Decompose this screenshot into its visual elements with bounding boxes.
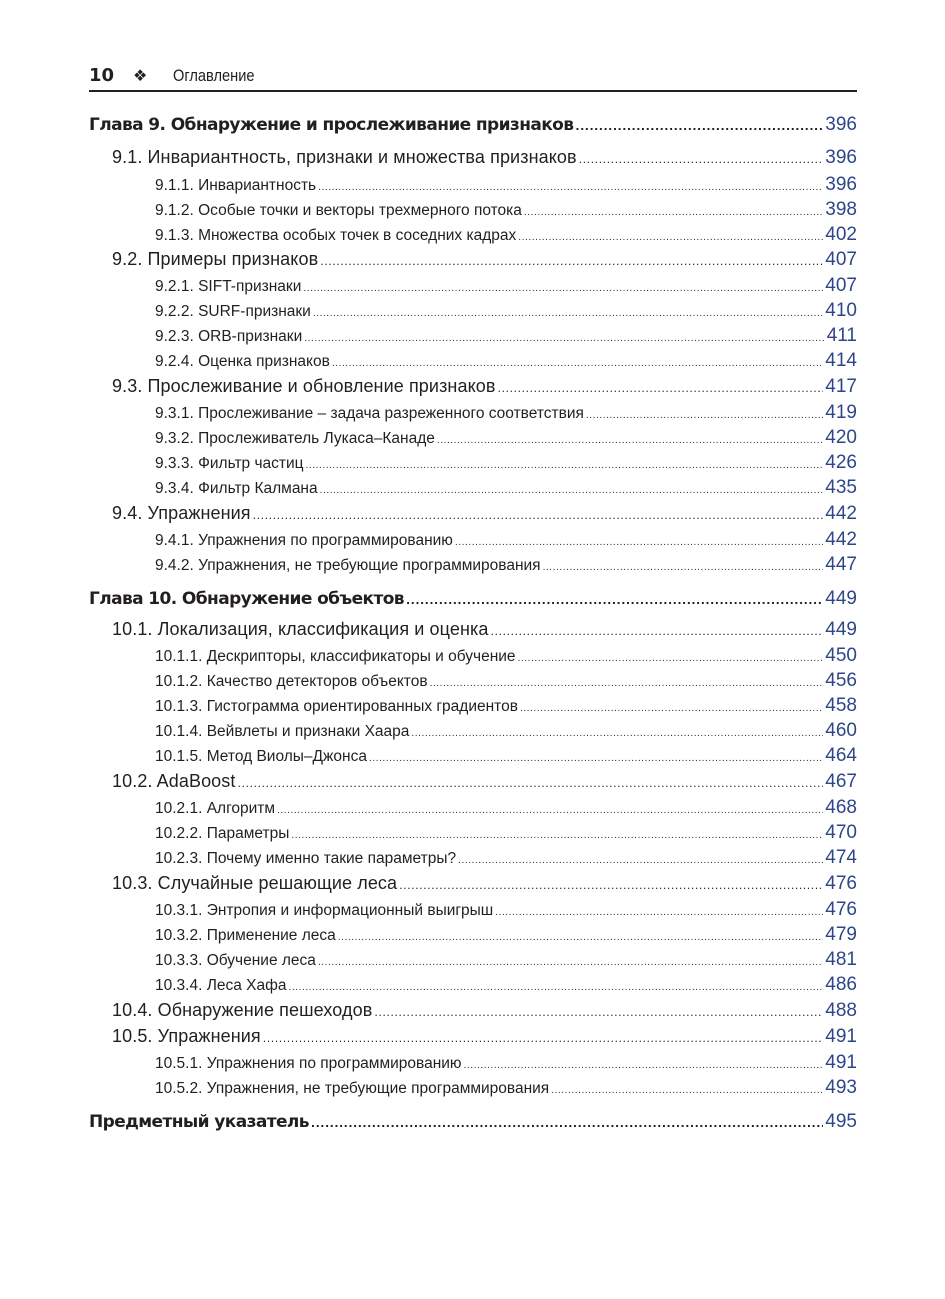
toc-page-link[interactable]: 486 — [825, 974, 857, 995]
toc-page-link[interactable]: 407 — [825, 249, 857, 270]
toc-entry-title: 9.1. Инвариантность, признаки и множества признаков — [112, 147, 577, 167]
toc-entry-chapter[interactable] — [89, 1111, 857, 1133]
toc-entry-section[interactable] — [89, 503, 857, 525]
dot-leader — [253, 509, 824, 522]
toc-entry-subsection[interactable] — [89, 174, 857, 196]
toc-entry-title: 10.1.1. Дескрипторы, классификаторы и обучение — [155, 648, 516, 665]
toc-entry-title: 9.3.2. Прослеживатель Лукаса–Канаде — [155, 430, 435, 447]
toc-entry-title: 9.2.2. SURF-признаки — [155, 303, 311, 320]
toc-page-link[interactable]: 493 — [825, 1077, 857, 1098]
toc-entry-subsection[interactable] — [89, 847, 857, 869]
dot-leader — [464, 1061, 824, 1071]
dot-leader — [430, 679, 824, 689]
dot-leader — [318, 958, 823, 968]
toc-entry-title: 9.2.3. ORB-признаки — [155, 328, 303, 345]
toc-entry-subsection[interactable] — [89, 402, 857, 424]
dot-leader — [406, 594, 823, 607]
running-header — [89, 64, 857, 92]
dot-leader — [411, 729, 823, 739]
toc-entry-subsection[interactable] — [89, 695, 857, 717]
toc-page-link[interactable]: 447 — [825, 554, 857, 575]
toc-entry-subsection[interactable] — [89, 797, 857, 819]
toc-entry-title: 10.1.2. Качество детекторов объектов — [155, 673, 428, 690]
toc-entry-subsection[interactable] — [89, 1052, 857, 1074]
toc-page-link[interactable]: 450 — [825, 645, 857, 666]
toc-page-link[interactable]: 495 — [825, 1111, 857, 1132]
toc-entry-title: 10.5. Упражнения — [112, 1026, 261, 1046]
dot-leader — [543, 563, 824, 573]
toc-entry-title: 9.3.3. Фильтр частиц — [155, 455, 304, 472]
toc-entry-section[interactable] — [89, 1000, 857, 1022]
toc-entry-title: 9.4.2. Упражнения, не требующие программирования — [155, 557, 541, 574]
toc-page-link[interactable]: 398 — [825, 199, 857, 220]
toc-entry-subsection[interactable] — [89, 427, 857, 449]
dot-leader — [524, 208, 823, 218]
toc-entry-title: 10.3.1. Энтропия и информационный выигрыш — [155, 902, 494, 919]
dot-leader — [455, 538, 823, 548]
toc-entry-title: 9.2.1. SIFT-признаки — [155, 278, 302, 295]
dot-leader — [399, 879, 823, 892]
toc-entry-title: 9.3.1. Прослеживание – задача разреженного соответствия — [155, 405, 584, 422]
page-number: 10 — [89, 65, 115, 86]
toc-entry-title: 10.2. AdaBoost — [112, 771, 236, 791]
toc-entry-title: 9.3.4. Фильтр Калмана — [155, 480, 318, 497]
toc-page-link[interactable]: 468 — [825, 797, 857, 818]
ornament-icon: ❖ — [133, 66, 148, 85]
toc-entry-section[interactable] — [89, 376, 857, 398]
toc-entry-subsection[interactable] — [89, 720, 857, 742]
dot-leader — [518, 654, 824, 664]
toc-entry-section[interactable] — [89, 619, 857, 641]
toc-entry-section[interactable] — [89, 771, 857, 793]
toc-entry-title: 10.2.3. Почему именно такие параметры? — [155, 850, 457, 867]
dot-leader — [263, 1032, 824, 1045]
toc-entry-title: 9.1.1. Инвариантность — [155, 177, 317, 194]
dot-leader — [498, 382, 824, 395]
toc-page-link[interactable]: 410 — [825, 300, 857, 321]
dot-leader — [291, 831, 823, 841]
toc-page-link[interactable]: 407 — [825, 275, 857, 296]
dot-leader — [320, 486, 824, 496]
dot-leader — [304, 334, 824, 344]
toc-entry-subsection[interactable] — [89, 645, 857, 667]
toc-page-link[interactable]: 396 — [825, 174, 857, 195]
toc-entry-subsection[interactable] — [89, 554, 857, 576]
toc-page-link[interactable]: 491 — [825, 1052, 857, 1073]
toc-page-link[interactable]: 474 — [825, 847, 857, 868]
toc-entry-subsection[interactable] — [89, 949, 857, 971]
dot-leader — [238, 777, 824, 790]
dot-leader — [332, 359, 823, 369]
toc-entry-title: 9.3. Прослеживание и обновление признаков — [112, 376, 496, 396]
toc-entry-title: 9.2.4. Оценка признаков — [155, 353, 330, 370]
toc-page-link[interactable]: 460 — [825, 720, 857, 741]
toc-entry-chapter[interactable] — [89, 588, 857, 610]
toc-entry-title: 10.2.2. Параметры — [155, 825, 290, 842]
toc-page-link[interactable]: 442 — [825, 529, 857, 550]
dot-leader — [575, 120, 823, 133]
toc-entry-title: 10.2.1. Алгоритм — [155, 800, 276, 817]
toc-entry-subsection[interactable] — [89, 529, 857, 551]
toc-page-link[interactable]: 467 — [825, 771, 857, 792]
toc-entry-subsection[interactable] — [89, 350, 857, 372]
dot-leader — [306, 461, 824, 471]
toc-entry-title: 9.2. Примеры признаков — [112, 249, 319, 269]
toc-entry-title: 10.1.3. Гистограмма ориентированных градиентов — [155, 698, 518, 715]
toc-entry-subsection[interactable] — [89, 477, 857, 499]
dot-leader — [520, 704, 823, 714]
toc-page-link[interactable]: 396 — [825, 147, 857, 168]
dot-leader — [586, 411, 823, 421]
toc-page-link[interactable]: 470 — [825, 822, 857, 843]
toc-page-link[interactable]: 435 — [825, 477, 857, 498]
dot-leader — [551, 1086, 823, 1096]
toc-entry-section[interactable] — [89, 1026, 857, 1048]
toc-page-link[interactable]: 414 — [825, 350, 857, 371]
toc-page-link[interactable]: 426 — [825, 452, 857, 473]
toc-entry-subsection[interactable] — [89, 275, 857, 297]
dot-leader — [374, 1006, 823, 1019]
toc-page-link[interactable]: 481 — [825, 949, 857, 970]
toc-entry-subsection[interactable] — [89, 974, 857, 996]
toc-entry-section[interactable] — [89, 873, 857, 895]
dot-leader — [518, 233, 823, 243]
toc-page-link[interactable]: 476 — [825, 873, 857, 894]
toc-page-link[interactable]: 402 — [825, 224, 857, 245]
toc-entry-title: 10.5.1. Упражнения по программированию — [155, 1055, 462, 1072]
toc-entry-title: 10.3.3. Обучение леса — [155, 952, 316, 969]
toc-page-link[interactable]: 417 — [825, 376, 857, 397]
toc-entry-title: 10.3.4. Леса Хафа — [155, 977, 287, 994]
dot-leader — [579, 153, 824, 166]
toc-entry-title: 10.1. Локализация, классификация и оценка — [112, 619, 489, 639]
toc-entry-title: Глава 10. Обнаружение объектов — [89, 589, 404, 609]
toc-entry-title: 9.1.2. Особые точки и векторы трехмерного потока — [155, 202, 522, 219]
toc-entry-title: 9.4.1. Упражнения по программированию — [155, 532, 453, 549]
toc-entry-subsection[interactable] — [89, 224, 857, 246]
toc-entry-title: 10.3. Случайные решающие леса — [112, 873, 398, 893]
dot-leader — [320, 255, 823, 268]
toc-entry-title: 10.3.2. Применение леса — [155, 927, 336, 944]
toc-page-link[interactable]: 479 — [825, 924, 857, 945]
toc-entry-subsection[interactable] — [89, 670, 857, 692]
dot-leader — [311, 1117, 823, 1130]
toc-entry-title: 9.1.3. Множества особых точек в соседних кадрах — [155, 227, 517, 244]
toc-entry-subsection[interactable] — [89, 745, 857, 767]
toc-entry-section[interactable] — [89, 147, 857, 169]
toc-page-link[interactable]: 464 — [825, 745, 857, 766]
toc-page-link[interactable]: 456 — [825, 670, 857, 691]
toc-entry-subsection[interactable] — [89, 1077, 857, 1099]
toc-entry-title: 10.1.5. Метод Виолы–Джонса — [155, 748, 367, 765]
toc-page-link[interactable]: 491 — [825, 1026, 857, 1047]
toc-entry-subsection[interactable] — [89, 199, 857, 221]
dot-leader — [495, 908, 823, 918]
toc-entry-title: 10.1.4. Вейвлеты и признаки Хаара — [155, 723, 410, 740]
toc-entry-subsection[interactable] — [89, 822, 857, 844]
toc-page-link[interactable]: 396 — [825, 114, 857, 135]
toc-page-link[interactable]: 420 — [825, 427, 857, 448]
toc-entry-title: 9.4. Упражнения — [112, 503, 251, 523]
toc-page-link[interactable]: 411 — [826, 325, 857, 346]
toc-entry-title: 10.5.2. Упражнения, не требующие программирования — [155, 1080, 550, 1097]
dot-leader — [437, 436, 823, 446]
dot-leader — [277, 806, 823, 816]
toc-page-link[interactable]: 449 — [825, 588, 857, 609]
dot-leader — [458, 856, 823, 866]
dot-leader — [289, 983, 824, 993]
toc-entry-title: Предметный указатель — [89, 1112, 309, 1132]
toc-page-link[interactable]: 419 — [825, 402, 857, 423]
dot-leader — [369, 754, 823, 764]
dot-leader — [318, 183, 823, 193]
toc-entry-subsection[interactable] — [89, 899, 857, 921]
running-title: Оглавление — [173, 66, 255, 85]
toc-page-link[interactable]: 442 — [825, 503, 857, 524]
dot-leader — [303, 284, 823, 294]
toc-page-link[interactable]: 458 — [825, 695, 857, 716]
toc-entry-subsection[interactable] — [89, 325, 857, 347]
toc-page-link[interactable]: 449 — [825, 619, 857, 640]
toc-entry-title: Глава 9. Обнаружение и прослеживание признаков — [89, 115, 574, 135]
dot-leader — [490, 625, 823, 638]
toc-entry-subsection[interactable] — [89, 452, 857, 474]
toc-page-link[interactable]: 476 — [825, 899, 857, 920]
toc-entry-subsection[interactable] — [89, 924, 857, 946]
dot-leader — [313, 309, 823, 319]
toc-entry-chapter[interactable] — [89, 114, 857, 136]
toc-entry-subsection[interactable] — [89, 300, 857, 322]
toc-entry-section[interactable] — [89, 249, 857, 271]
toc-page-link[interactable]: 488 — [825, 1000, 857, 1021]
dot-leader — [338, 933, 824, 943]
toc-entry-title: 10.4. Обнаружение пешеходов — [112, 1000, 373, 1020]
